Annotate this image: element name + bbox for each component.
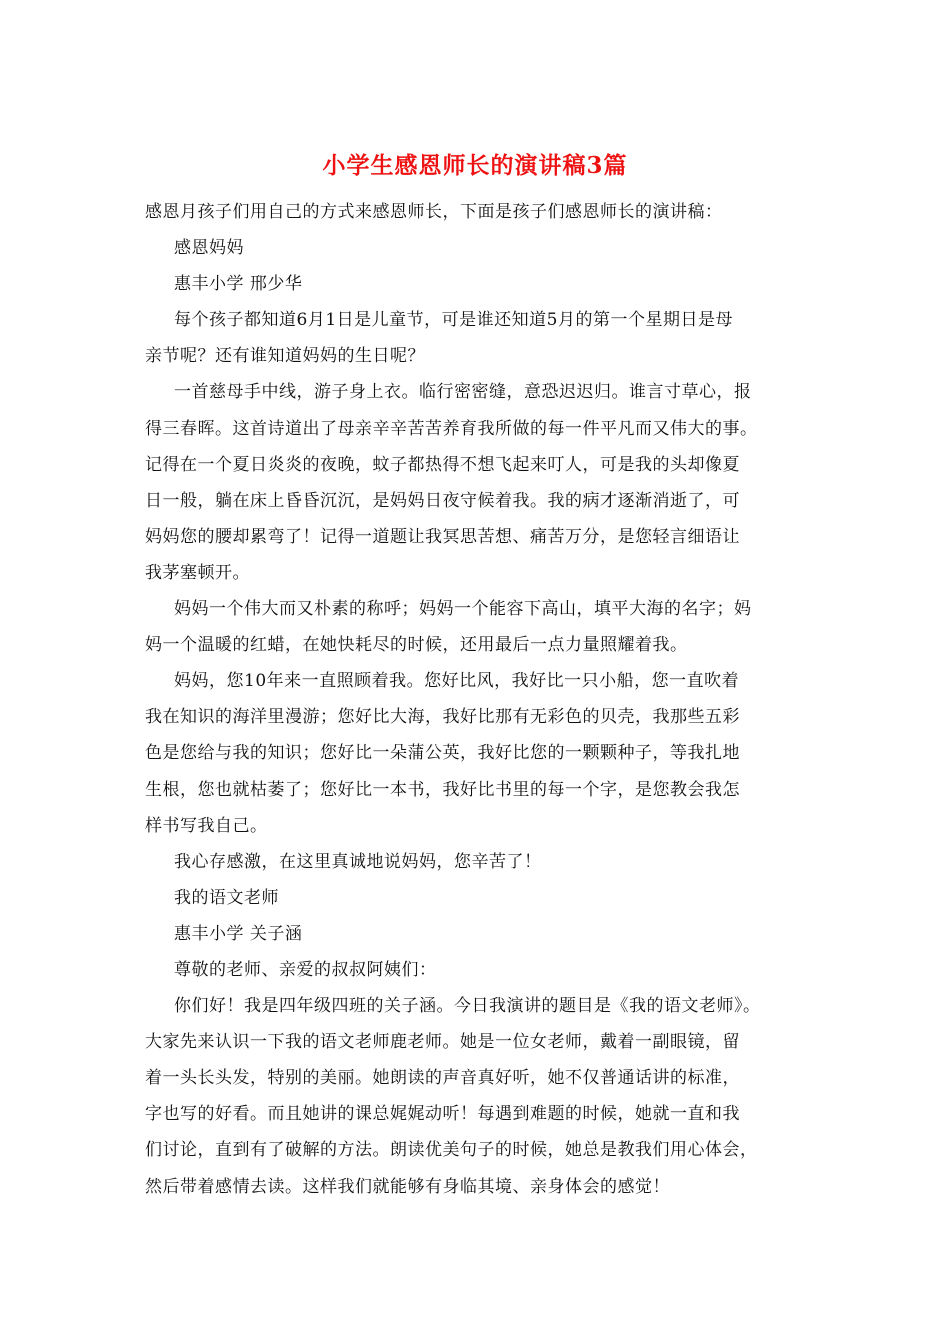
text-line: 一首慈母手中线，游子身上衣。临行密密缝，意恐迟迟归。谁言寸草心，报 bbox=[174, 382, 752, 403]
text-line: 妈妈，您10年来一直照顾着我。您好比风，我好比一只小船，您一直吹着 bbox=[174, 671, 740, 692]
text-line: 亲节呢？还有谁知道妈妈的生日呢？ bbox=[145, 346, 425, 367]
text-line: 我在知识的海洋里漫游；您好比大海，我好比那有无彩色的贝壳，我那些五彩 bbox=[145, 707, 740, 728]
text-line: 我的语文老师 bbox=[174, 887, 279, 908]
text-line: 们讨论，直到有了破解的方法。朗读优美句子的时候，她总是教我们用心体会， bbox=[145, 1140, 758, 1161]
text-line: 惠丰小学 邢少华 bbox=[174, 274, 303, 295]
text-line: 记得在一个夏日炎炎的夜晚，蚊子都热得不想飞起来叮人，可是我的头却像夏 bbox=[145, 454, 740, 475]
text-line: 妈妈您的腰却累弯了！记得一道题让我冥思苦想、痛苦万分，是您轻言细语让 bbox=[145, 526, 740, 547]
text-line: 尊敬的老师、亲爱的叔叔阿姨们： bbox=[174, 959, 437, 980]
text-line: 每个孩子都知道6月1日是儿童节，可是谁还知道5月的第一个星期日是母 bbox=[174, 310, 733, 331]
text-line: 字也写的好看。而且她讲的课总娓娓动听！每遇到难题的时候，她就一直和我 bbox=[145, 1104, 740, 1125]
text-line: 你们好！我是四年级四班的关子涵。今日我演讲的题目是《我的语文老师》。 bbox=[174, 996, 761, 1017]
text-line: 生根，您也就枯萎了；您好比一本书，我好比书里的每一个字，是您教会我怎 bbox=[145, 779, 740, 800]
document-body bbox=[145, 194, 810, 1205]
text-line: 色是您给与我的知识；您好比一朵蒲公英，我好比您的一颗颗种子，等我扎地 bbox=[145, 743, 740, 764]
text-line: 着一头长头发，特别的美丽。她朗读的声音真好听，她不仅普通话讲的标准， bbox=[145, 1068, 740, 1089]
text-line: 样书写我自己。 bbox=[145, 815, 268, 836]
text-line: 日一般，躺在床上昏昏沉沉，是妈妈日夜守候着我。我的病才逐渐消逝了，可 bbox=[145, 490, 740, 511]
text-line: 大家先来认识一下我的语文老师鹿老师。她是一位女老师，戴着一副眼镜，留 bbox=[145, 1032, 740, 1053]
text-line: 惠丰小学 关子涵 bbox=[174, 923, 303, 944]
text-line: 然后带着感情去读。这样我们就能够有身临其境、亲身体会的感觉！ bbox=[145, 1176, 670, 1197]
text-line: 得三春晖。这首诗道出了母亲辛辛苦苦养育我所做的每一件平凡而又伟大的事。 bbox=[145, 418, 758, 439]
text-line: 感恩月孩子们用自己的方式来感恩师长，下面是孩子们感恩师长的演讲稿： bbox=[145, 202, 723, 222]
text-line: 我心存感激，在这里真诚地说妈妈，您辛苦了！ bbox=[174, 851, 542, 872]
text-line: 感恩妈妈 bbox=[174, 238, 244, 259]
document-title: 小学生感恩师长的演讲稿3篇 bbox=[322, 152, 628, 179]
text-line: 妈妈一个伟大而又朴素的称呼；妈妈一个能容下高山，填平大海的名字；妈 bbox=[174, 599, 752, 620]
text-line: 我茅塞顿开。 bbox=[145, 562, 250, 583]
text-line: 妈一个温暖的红蜡，在她快耗尽的时候，还用最后一点力量照耀着我。 bbox=[145, 635, 688, 656]
